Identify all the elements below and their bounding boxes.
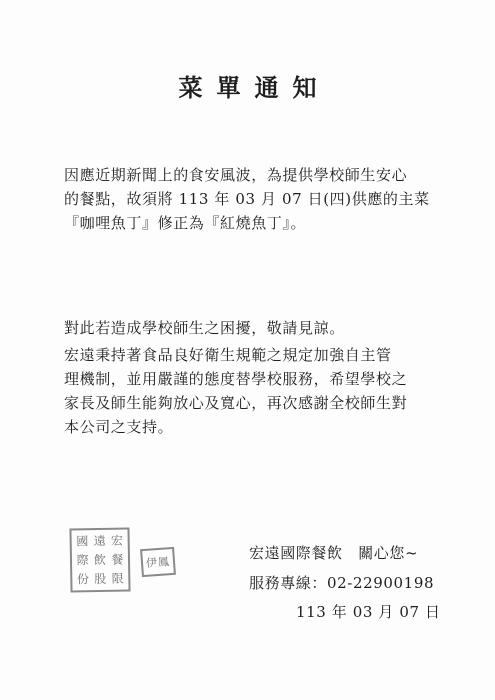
seal-char: 際	[76, 553, 89, 568]
seal-char: 股	[94, 571, 107, 586]
signature-phone: 服務專線：02-22900198	[249, 574, 435, 592]
paragraph-line: 宏遠秉持著食品良好衛生規範之規定加強自主管	[64, 346, 392, 364]
paragraph-apology	[64, 316, 444, 340]
paragraph-line: 家長及師生能夠放心及寬心，再次感謝全校師生對	[64, 394, 408, 412]
paragraph-menu-change	[64, 163, 444, 235]
page-title: 菜單通知	[178, 73, 331, 102]
paragraph-line: 『咖哩魚丁』修正為『紅燒魚丁』。	[64, 214, 307, 232]
paragraph-line: 的餐點，故須將 113 年 03 月 07 日(四)供應的主菜	[64, 190, 430, 208]
company-seal-stamp	[69, 527, 130, 592]
paragraph-line: 本公司之支持。	[64, 418, 174, 436]
seal-char: 份	[76, 571, 90, 587]
personal-seal-stamp: 伊鳳	[140, 547, 176, 577]
seal-char: 限	[111, 571, 124, 586]
seal-char: 宏	[110, 533, 124, 549]
seal-char: 餐	[111, 552, 124, 567]
paragraph-line: 理機制，並用嚴謹的態度替學校服務，希望學校之	[64, 370, 408, 388]
paragraph-line: 對此若造成學校師生之困擾，敬請見諒。	[64, 319, 345, 337]
paragraph-line: 因應近期新聞上的食安風波，為提供學校師生安心	[64, 166, 408, 184]
paragraph-commitment	[64, 343, 444, 439]
seal-char: 飲	[93, 552, 107, 568]
seal-char: 遠	[93, 534, 106, 549]
signature-date: 113 年 03 月 07 日	[296, 603, 441, 621]
seal-char: 國	[76, 534, 89, 549]
signature-company: 宏遠國際餐飲 關心您~	[249, 544, 419, 562]
